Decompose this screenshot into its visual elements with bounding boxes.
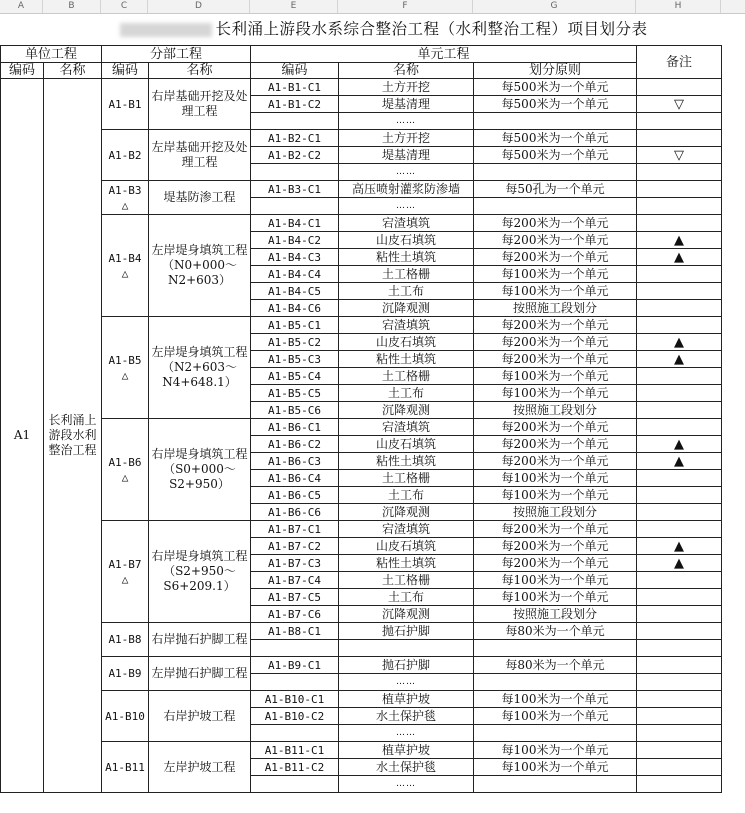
- header-name-1[interactable]: 名称: [44, 63, 102, 79]
- table-row: [1, 317, 722, 334]
- element-code-cell[interactable]: A1-B1-C1: [251, 79, 339, 96]
- element-name-cell[interactable]: [339, 640, 474, 657]
- header-code-4[interactable]: 编码: [251, 63, 339, 79]
- header-principle-6[interactable]: 划分原则: [474, 63, 637, 79]
- element-note-cell[interactable]: [637, 657, 722, 674]
- table-row: [1, 419, 722, 436]
- element-code-cell[interactable]: A1-B10-C1: [251, 691, 339, 708]
- element-code-cell[interactable]: A1-B7-C2: [251, 538, 339, 555]
- element-note-cell[interactable]: [637, 402, 722, 419]
- element-code-cell[interactable]: [251, 640, 339, 657]
- element-note-cell[interactable]: [637, 606, 722, 623]
- header-row-2: [1, 63, 722, 79]
- element-note-cell[interactable]: [637, 130, 722, 147]
- column-header-empty: [721, 0, 745, 13]
- element-note-cell[interactable]: [637, 674, 722, 691]
- division-name-cell[interactable]: 左岸堤身填筑工程（N2+603～N4+648.1）: [149, 317, 251, 419]
- element-code-cell[interactable]: A1-B7-C4: [251, 572, 339, 589]
- element-code-cell[interactable]: A1-B5-C5: [251, 385, 339, 402]
- element-name-cell[interactable]: 土工布: [339, 487, 474, 504]
- column-header-h[interactable]: H: [636, 0, 721, 13]
- element-name-cell[interactable]: 堤基清理: [339, 96, 474, 113]
- element-code-cell[interactable]: A1-B6-C6: [251, 504, 339, 521]
- unit-name-cell[interactable]: 长利涌上游段水利整治工程: [44, 79, 102, 793]
- element-note-cell[interactable]: [637, 300, 722, 317]
- element-principle-cell[interactable]: 每500米为一个单元: [474, 130, 637, 147]
- element-note-cell[interactable]: [637, 164, 722, 181]
- element-note-cell[interactable]: ▲: [637, 453, 722, 470]
- element-name-cell[interactable]: 粘性土填筑: [339, 453, 474, 470]
- element-code-cell[interactable]: A1-B3-C1: [251, 181, 339, 198]
- element-note-cell[interactable]: [637, 708, 722, 725]
- element-principle-cell[interactable]: 每200米为一个单元: [474, 232, 637, 249]
- element-principle-cell[interactable]: [474, 776, 637, 793]
- element-principle-cell[interactable]: 每200米为一个单元: [474, 334, 637, 351]
- column-header-d[interactable]: D: [148, 0, 250, 13]
- element-principle-cell[interactable]: 每100米为一个单元: [474, 470, 637, 487]
- header-division-project[interactable]: 分部工程: [102, 46, 251, 63]
- division-name-cell[interactable]: 右岸护坡工程: [149, 691, 251, 742]
- element-principle-cell[interactable]: 每200米为一个单元: [474, 419, 637, 436]
- element-principle-cell[interactable]: 每100米为一个单元: [474, 487, 637, 504]
- element-name-cell[interactable]: 土工格栅: [339, 572, 474, 589]
- header-name-3[interactable]: 名称: [149, 63, 251, 79]
- element-code-cell[interactable]: A1-B7-C1: [251, 521, 339, 538]
- element-principle-cell[interactable]: 每80米为一个单元: [474, 623, 637, 640]
- element-principle-cell[interactable]: 每100米为一个单元: [474, 385, 637, 402]
- element-code-cell[interactable]: A1-B4-C1: [251, 215, 339, 232]
- element-name-cell[interactable]: 土工布: [339, 283, 474, 300]
- element-note-cell[interactable]: [637, 640, 722, 657]
- element-name-cell[interactable]: 土方开挖: [339, 79, 474, 96]
- division-name-cell[interactable]: 左岸抛石护脚工程: [149, 657, 251, 691]
- element-note-cell[interactable]: [637, 589, 722, 606]
- element-name-cell[interactable]: 土工布: [339, 589, 474, 606]
- element-code-cell[interactable]: [251, 164, 339, 181]
- element-code-cell[interactable]: A1-B11-C2: [251, 759, 339, 776]
- element-name-cell[interactable]: 抛石护脚: [339, 623, 474, 640]
- element-code-cell[interactable]: A1-B6-C5: [251, 487, 339, 504]
- element-note-cell[interactable]: [637, 215, 722, 232]
- division-name-cell[interactable]: 堤基防渗工程: [149, 181, 251, 215]
- division-name-cell[interactable]: 左岸堤身填筑工程（N0+000～N2+603）: [149, 215, 251, 317]
- project-division-table: [0, 45, 745, 813]
- element-name-cell[interactable]: 宕渣填筑: [339, 317, 474, 334]
- element-note-cell[interactable]: [637, 572, 722, 589]
- division-code-cell[interactable]: A1-B10: [102, 691, 149, 742]
- element-code-cell[interactable]: A1-B4-C3: [251, 249, 339, 266]
- element-code-cell[interactable]: A1-B10-C2: [251, 708, 339, 725]
- element-name-cell[interactable]: 沉降观测: [339, 402, 474, 419]
- element-code-cell[interactable]: A1-B6-C1: [251, 419, 339, 436]
- element-name-cell[interactable]: 水土保护毯: [339, 708, 474, 725]
- element-note-cell[interactable]: [637, 725, 722, 742]
- division-code-cell[interactable]: A1-B6 △: [102, 419, 149, 521]
- element-code-cell[interactable]: A1-B8-C1: [251, 623, 339, 640]
- table-row: [1, 521, 722, 538]
- element-name-cell[interactable]: 沉降观测: [339, 606, 474, 623]
- element-name-cell[interactable]: 山皮石填筑: [339, 436, 474, 453]
- element-principle-cell[interactable]: [474, 164, 637, 181]
- column-header-f[interactable]: F: [338, 0, 473, 13]
- element-note-cell[interactable]: [637, 776, 722, 793]
- element-code-cell[interactable]: A1-B4-C4: [251, 266, 339, 283]
- element-note-cell[interactable]: ▲: [637, 232, 722, 249]
- header-unit-project[interactable]: 单位工程: [1, 46, 102, 63]
- element-note-cell[interactable]: [637, 368, 722, 385]
- element-name-cell[interactable]: 粘性土填筑: [339, 555, 474, 572]
- division-name-cell[interactable]: 左岸护坡工程: [149, 742, 251, 793]
- element-note-cell[interactable]: [637, 79, 722, 96]
- element-code-cell[interactable]: A1-B6-C2: [251, 436, 339, 453]
- column-header-c[interactable]: C: [101, 0, 148, 13]
- element-name-cell[interactable]: ……: [339, 198, 474, 215]
- element-principle-cell[interactable]: 每100米为一个单元: [474, 708, 637, 725]
- element-code-cell[interactable]: [251, 725, 339, 742]
- element-code-cell[interactable]: A1-B7-C3: [251, 555, 339, 572]
- element-code-cell[interactable]: A1-B6-C4: [251, 470, 339, 487]
- element-name-cell[interactable]: 粘性土填筑: [339, 351, 474, 368]
- division-code-cell[interactable]: A1-B9: [102, 657, 149, 691]
- table-row: [1, 130, 722, 147]
- element-code-cell[interactable]: A1-B2-C1: [251, 130, 339, 147]
- header-code-2[interactable]: 编码: [102, 63, 149, 79]
- element-principle-cell[interactable]: 按照施工段划分: [474, 300, 637, 317]
- element-note-cell[interactable]: [637, 317, 722, 334]
- table-row: [1, 181, 722, 198]
- element-note-cell[interactable]: [637, 691, 722, 708]
- element-principle-cell[interactable]: [474, 113, 637, 130]
- element-principle-cell[interactable]: 每100米为一个单元: [474, 691, 637, 708]
- element-note-cell[interactable]: [637, 623, 722, 640]
- element-name-cell[interactable]: 山皮石填筑: [339, 334, 474, 351]
- element-name-cell[interactable]: 堤基清理: [339, 147, 474, 164]
- table-row: [1, 742, 722, 759]
- element-code-cell[interactable]: [251, 198, 339, 215]
- element-name-cell[interactable]: 宕渣填筑: [339, 419, 474, 436]
- division-code-cell[interactable]: A1-B7 △: [102, 521, 149, 623]
- element-principle-cell[interactable]: 每100米为一个单元: [474, 589, 637, 606]
- table-row: [1, 691, 722, 708]
- element-name-cell[interactable]: 山皮石填筑: [339, 232, 474, 249]
- element-principle-cell[interactable]: 每500米为一个单元: [474, 79, 637, 96]
- element-name-cell[interactable]: 沉降观测: [339, 300, 474, 317]
- column-header-e[interactable]: E: [250, 0, 338, 13]
- element-code-cell[interactable]: A1-B5-C4: [251, 368, 339, 385]
- element-note-cell[interactable]: [637, 419, 722, 436]
- element-note-cell[interactable]: ▽: [637, 96, 722, 113]
- division-name-cell[interactable]: 右岸堤身填筑工程（S2+950～S6+209.1）: [149, 521, 251, 623]
- element-code-cell[interactable]: [251, 674, 339, 691]
- element-note-cell[interactable]: ▲: [637, 436, 722, 453]
- element-principle-cell[interactable]: 每100米为一个单元: [474, 368, 637, 385]
- division-code-cell[interactable]: A1-B3 △: [102, 181, 149, 215]
- element-note-cell[interactable]: [637, 521, 722, 538]
- column-header-a[interactable]: A: [0, 0, 43, 13]
- element-name-cell[interactable]: 土工格栅: [339, 266, 474, 283]
- element-code-cell[interactable]: A1-B4-C5: [251, 283, 339, 300]
- element-principle-cell[interactable]: 每80米为一个单元: [474, 657, 637, 674]
- element-note-cell[interactable]: ▽: [637, 147, 722, 164]
- element-code-cell[interactable]: A1-B2-C2: [251, 147, 339, 164]
- element-principle-cell[interactable]: 每100米为一个单元: [474, 759, 637, 776]
- element-name-cell[interactable]: 宕渣填筑: [339, 521, 474, 538]
- element-name-cell[interactable]: ……: [339, 113, 474, 130]
- element-principle-cell[interactable]: 每200米为一个单元: [474, 436, 637, 453]
- element-code-cell[interactable]: A1-B4-C6: [251, 300, 339, 317]
- element-code-cell[interactable]: A1-B5-C1: [251, 317, 339, 334]
- element-code-cell[interactable]: A1-B7-C5: [251, 589, 339, 606]
- element-code-cell[interactable]: A1-B7-C6: [251, 606, 339, 623]
- element-principle-cell[interactable]: 每200米为一个单元: [474, 521, 637, 538]
- element-name-cell[interactable]: 植草护坡: [339, 742, 474, 759]
- element-note-cell[interactable]: [637, 113, 722, 130]
- division-code-cell[interactable]: A1-B8: [102, 623, 149, 657]
- element-name-cell[interactable]: 宕渣填筑: [339, 215, 474, 232]
- element-note-cell[interactable]: [637, 759, 722, 776]
- element-principle-cell[interactable]: 每200米为一个单元: [474, 453, 637, 470]
- element-note-cell[interactable]: [637, 487, 722, 504]
- header-remarks[interactable]: 备注: [637, 46, 722, 79]
- unit-code-cell[interactable]: A1: [1, 79, 44, 793]
- element-principle-cell[interactable]: 每200米为一个单元: [474, 215, 637, 232]
- element-name-cell[interactable]: 水土保护毯: [339, 759, 474, 776]
- header-code-0[interactable]: 编码: [1, 63, 44, 79]
- element-name-cell[interactable]: 土工格栅: [339, 470, 474, 487]
- column-header-b[interactable]: B: [43, 0, 101, 13]
- element-name-cell[interactable]: ……: [339, 674, 474, 691]
- element-principle-cell[interactable]: 每200米为一个单元: [474, 555, 637, 572]
- element-name-cell[interactable]: 抛石护脚: [339, 657, 474, 674]
- division-name-cell[interactable]: 右岸抛石护脚工程: [149, 623, 251, 657]
- division-code-cell[interactable]: A1-B5 △: [102, 317, 149, 419]
- element-note-cell[interactable]: [637, 181, 722, 198]
- element-name-cell[interactable]: 沉降观测: [339, 504, 474, 521]
- element-name-cell[interactable]: 土方开挖: [339, 130, 474, 147]
- element-code-cell[interactable]: A1-B4-C2: [251, 232, 339, 249]
- element-name-cell[interactable]: ……: [339, 776, 474, 793]
- header-element-project[interactable]: 单元工程: [251, 46, 637, 63]
- table-row: [1, 623, 722, 640]
- element-note-cell[interactable]: ▲: [637, 334, 722, 351]
- element-note-cell[interactable]: [637, 470, 722, 487]
- table-title[interactable]: [43, 13, 722, 45]
- element-name-cell[interactable]: 山皮石填筑: [339, 538, 474, 555]
- element-principle-cell[interactable]: 每100米为一个单元: [474, 742, 637, 759]
- table-row: [1, 79, 722, 96]
- column-header-bar: [0, 0, 745, 14]
- element-note-cell[interactable]: ▲: [637, 555, 722, 572]
- element-note-cell[interactable]: ▲: [637, 351, 722, 368]
- table-row: [1, 215, 722, 232]
- element-note-cell[interactable]: ▲: [637, 249, 722, 266]
- header-row-1: [1, 46, 722, 63]
- division-code-cell[interactable]: A1-B4 △: [102, 215, 149, 317]
- element-name-cell[interactable]: ……: [339, 164, 474, 181]
- element-principle-cell[interactable]: 每100米为一个单元: [474, 283, 637, 300]
- element-code-cell[interactable]: A1-B6-C3: [251, 453, 339, 470]
- element-name-cell[interactable]: 土工布: [339, 385, 474, 402]
- element-principle-cell[interactable]: 每200米为一个单元: [474, 351, 637, 368]
- element-principle-cell[interactable]: 每200米为一个单元: [474, 317, 637, 334]
- element-principle-cell[interactable]: 每100米为一个单元: [474, 266, 637, 283]
- division-code-cell[interactable]: A1-B11: [102, 742, 149, 793]
- title-text: 长利涌上游段水系综合整治工程（水利整治工程）项目划分表: [215, 20, 648, 38]
- element-principle-cell[interactable]: 按照施工段划分: [474, 504, 637, 521]
- element-note-cell[interactable]: [637, 283, 722, 300]
- element-note-cell[interactable]: [637, 504, 722, 521]
- element-code-cell[interactable]: A1-B5-C2: [251, 334, 339, 351]
- element-note-cell[interactable]: [637, 266, 722, 283]
- element-principle-cell[interactable]: 每200米为一个单元: [474, 538, 637, 555]
- element-code-cell[interactable]: [251, 113, 339, 130]
- division-code-cell[interactable]: A1-B2: [102, 130, 149, 181]
- element-code-cell[interactable]: A1-B5-C6: [251, 402, 339, 419]
- header-name-5[interactable]: 名称: [339, 63, 474, 79]
- element-principle-cell[interactable]: [474, 640, 637, 657]
- element-code-cell[interactable]: [251, 776, 339, 793]
- division-code-cell[interactable]: A1-B1: [102, 79, 149, 130]
- element-name-cell[interactable]: 高压喷射灌浆防渗墙: [339, 181, 474, 198]
- element-principle-cell[interactable]: 每500米为一个单元: [474, 147, 637, 164]
- division-name-cell[interactable]: 右岸基础开挖及处理工程: [149, 79, 251, 130]
- element-note-cell[interactable]: [637, 742, 722, 759]
- element-note-cell[interactable]: ▲: [637, 538, 722, 555]
- element-principle-cell[interactable]: 按照施工段划分: [474, 606, 637, 623]
- element-name-cell[interactable]: 植草护坡: [339, 691, 474, 708]
- element-name-cell[interactable]: 粘性土填筑: [339, 249, 474, 266]
- element-note-cell[interactable]: [637, 198, 722, 215]
- division-name-cell[interactable]: 右岸堤身填筑工程（S0+000～S2+950）: [149, 419, 251, 521]
- element-name-cell[interactable]: ……: [339, 725, 474, 742]
- element-principle-cell[interactable]: [474, 674, 637, 691]
- column-header-g[interactable]: G: [473, 0, 636, 13]
- element-name-cell[interactable]: 土工格栅: [339, 368, 474, 385]
- element-code-cell[interactable]: A1-B9-C1: [251, 657, 339, 674]
- element-principle-cell[interactable]: 每200米为一个单元: [474, 249, 637, 266]
- element-code-cell[interactable]: A1-B1-C2: [251, 96, 339, 113]
- element-principle-cell[interactable]: 每50孔为一个单元: [474, 181, 637, 198]
- element-code-cell[interactable]: A1-B11-C1: [251, 742, 339, 759]
- element-principle-cell[interactable]: 每100米为一个单元: [474, 572, 637, 589]
- element-principle-cell[interactable]: 每500米为一个单元: [474, 96, 637, 113]
- element-note-cell[interactable]: [637, 385, 722, 402]
- table-row: [1, 657, 722, 674]
- element-principle-cell[interactable]: 按照施工段划分: [474, 402, 637, 419]
- title-redacted-region: [120, 23, 212, 37]
- element-principle-cell[interactable]: [474, 198, 637, 215]
- element-code-cell[interactable]: A1-B5-C3: [251, 351, 339, 368]
- element-principle-cell[interactable]: [474, 725, 637, 742]
- division-name-cell[interactable]: 左岸基础开挖及处理工程: [149, 130, 251, 181]
